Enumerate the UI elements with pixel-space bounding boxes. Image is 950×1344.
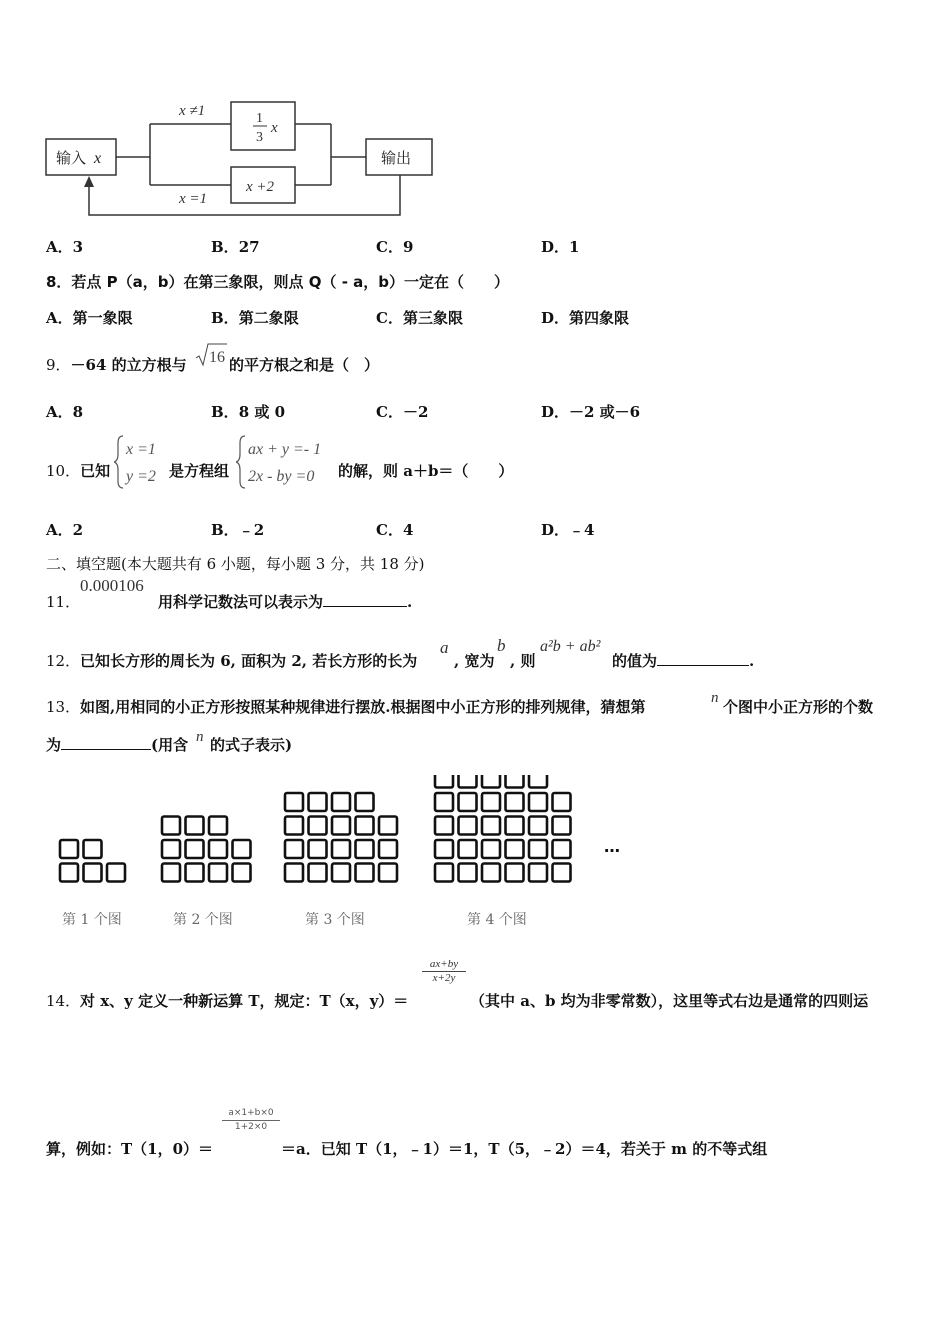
q14-example-fraction [222,1108,280,1132]
pattern-square [285,817,303,835]
pattern-square [482,817,500,835]
caption-figure-1: 第 1 个图 [62,912,122,928]
pattern-square [435,817,453,835]
pattern-square [309,864,327,882]
pattern-square [309,817,327,835]
top-box-num: 1 [256,111,263,126]
pattern-square [435,793,453,811]
q7-option-a: A．3 [46,238,84,256]
pattern-square [285,793,303,811]
pattern-square [356,817,374,835]
pattern-square [506,840,524,858]
q14-text-4: ＝a．已知 T（1，﹣1）＝1，T（5，﹣2）＝4，若关于 m 的不等式组 [281,1140,768,1158]
pattern-square [506,793,524,811]
pattern-square [482,793,500,811]
pattern-square [332,793,350,811]
system-2 [236,434,338,490]
q8-option-c: C．第三象限 [376,309,463,327]
pattern-square [435,840,453,858]
pattern-square [459,840,477,858]
cond-top: x ≠1 [179,103,206,119]
pattern-square [309,793,327,811]
pattern-square [162,817,180,835]
pattern-square [107,864,125,882]
q14-frac-den: x+2y [432,972,456,984]
pattern-square [379,840,397,858]
top-box-var: x [271,120,278,136]
q14-ex-den: 1+2×0 [234,1122,268,1132]
q10-option-c: C．4 [376,521,414,539]
pattern-square [162,840,180,858]
q12-text-3: , 则 [510,652,536,670]
pattern-square [209,817,227,835]
sys1-line1: x =1 [126,441,156,458]
q10-mid: 是方程组 [169,462,230,480]
flowchart [40,95,440,225]
q12-num: 12． [46,652,81,670]
pattern-square [553,840,571,858]
pattern-square [459,817,477,835]
q9-stem-end: 的平方根之和是（ ） [229,356,380,374]
pattern-square [356,840,374,858]
cond-bottom: x =1 [179,191,208,207]
q8-option-a: A．第一象限 [46,309,133,327]
pattern-square [356,864,374,882]
q13-text-2: 个图中小正方形的个数 [723,698,874,716]
q8-option-b: B．第二象限 [211,309,299,327]
q9-option-c: C．－2 [376,403,429,421]
sqrt-arg: 16 [209,349,225,366]
q11-answer-blank[interactable] [323,592,407,607]
q9-option-a: A．8 [46,403,84,421]
square-pattern-figure [40,775,620,900]
pattern-square [529,864,547,882]
pattern-square [209,864,227,882]
pattern-square [209,840,227,858]
q11-stem: 用科学记数法可以表示为 . [158,593,413,611]
pattern-square [529,775,547,788]
sqrt-sign [194,342,228,368]
q8-option-d: D．第四象限 [541,309,630,327]
pattern-square [60,864,78,882]
pattern-square [506,864,524,882]
pattern-square [186,864,204,882]
q7-option-c: C．9 [376,238,414,256]
pattern-square [553,817,571,835]
pattern-square [482,864,500,882]
q10-stem-end: 的解，则 a＋b＝（ ） [338,462,514,480]
sys2-line1: ax + y =- 1 [248,441,322,458]
q13-line-2: 为 (用含 [46,736,189,754]
q8-stem: 8．若点 P（a，b）在第三象限，则点 Q（ - a，b）一定在（ ） [46,273,510,291]
q10-option-b: B．﹣2 [211,521,265,539]
q11-num: 11． [46,593,81,611]
q12-text-1: 已知长方形的周长为 6, 面积为 2, 若长方形的长为 [80,652,418,670]
pattern-square [309,840,327,858]
q14-fraction [422,958,466,984]
pattern-square [435,864,453,882]
input-var: x [94,150,102,167]
q14-text-3: 算，例如：T（1，0）＝ [46,1140,214,1158]
pattern-square [529,793,547,811]
q7-option-d: D．1 [541,238,580,256]
pattern-square [553,864,571,882]
pattern-square [233,864,251,882]
pattern-square [459,775,477,788]
q14-text-1: 对 x、y 定义一种新运算 T，规定：T（x，y）＝ [80,992,409,1010]
pattern-square [459,793,477,811]
bottom-box-text: x +2 [246,179,275,195]
pattern-square [482,775,500,788]
pattern-square [506,775,524,788]
q7-option-b: B．27 [211,238,260,256]
q14-frac-num: ax+by [422,958,466,972]
pattern-square [356,793,374,811]
top-box-den: 3 [256,130,263,145]
pattern-square [233,840,251,858]
q13-answer-blank[interactable] [61,735,151,750]
q10-option-a: A．2 [46,521,84,539]
pattern-square [379,817,397,835]
system-1 [114,434,172,490]
pattern-square [332,864,350,882]
pattern-square [332,840,350,858]
pattern-square [506,817,524,835]
q13-text-1: 如图,用相同的小正方形按照某种规律进行摆放.根据图中小正方形的排列规律，猜想第 [80,698,646,716]
pattern-square [459,864,477,882]
pattern-square [482,840,500,858]
q9-stem: 9．－64 的立方根与 [46,356,187,374]
pattern-square [529,840,547,858]
q14-text-2: （其中 a、b 均为非零常数），这里等式右边是通常的四则运 [470,992,869,1010]
pattern-ellipsis: … [604,837,620,856]
pattern-square [435,775,453,788]
arrowhead [84,176,94,187]
pattern-square [285,840,303,858]
q14-num: 14． [46,992,81,1010]
pattern-square [379,864,397,882]
section-2-title: 二、填空题(本大题共有 6 小题，每小题 3 分，共 18 分) [46,555,425,573]
pattern-square [553,793,571,811]
q14-ex-num: a×1+b×0 [222,1108,280,1121]
pattern-square [186,840,204,858]
input-label: 输入 [56,149,87,167]
pattern-square [529,817,547,835]
q10-stem: 10．已知 [46,462,111,480]
q12-var-b: b [497,636,506,655]
q12-expression: a²b + ab² [540,638,601,655]
q13-num: 13． [46,698,81,716]
q10-option-d: D．﹣4 [541,521,595,539]
sys1-line2: y =2 [126,468,156,485]
caption-figure-3: 第 3 个图 [305,912,365,928]
caption-figure-4: 第 4 个图 [467,912,527,928]
q12-text-2: , 宽为 [454,652,495,670]
pattern-square [332,817,350,835]
pattern-square [60,840,78,858]
q13-var-n: n [711,690,719,706]
pattern-square [285,864,303,882]
q12-text-4: 的值为 . [612,652,755,670]
q9-option-b: B．8 或 0 [211,403,286,421]
pattern-square [84,840,102,858]
caption-figure-2: 第 2 个图 [173,912,233,928]
output-label: 输出 [381,149,412,167]
q13-text-5: 的式子表示) [210,736,293,754]
pattern-square [186,817,204,835]
pattern-square [162,864,180,882]
sys2-line2: 2x - by =0 [248,468,315,485]
pattern-square [84,864,102,882]
q13-var-n-2: n [196,729,204,745]
q9-option-d: D．－2 或－6 [541,403,641,421]
q12-answer-blank[interactable] [657,651,749,666]
q12-var-a: a [440,638,449,657]
q11-value: 0.000106 [80,576,144,595]
